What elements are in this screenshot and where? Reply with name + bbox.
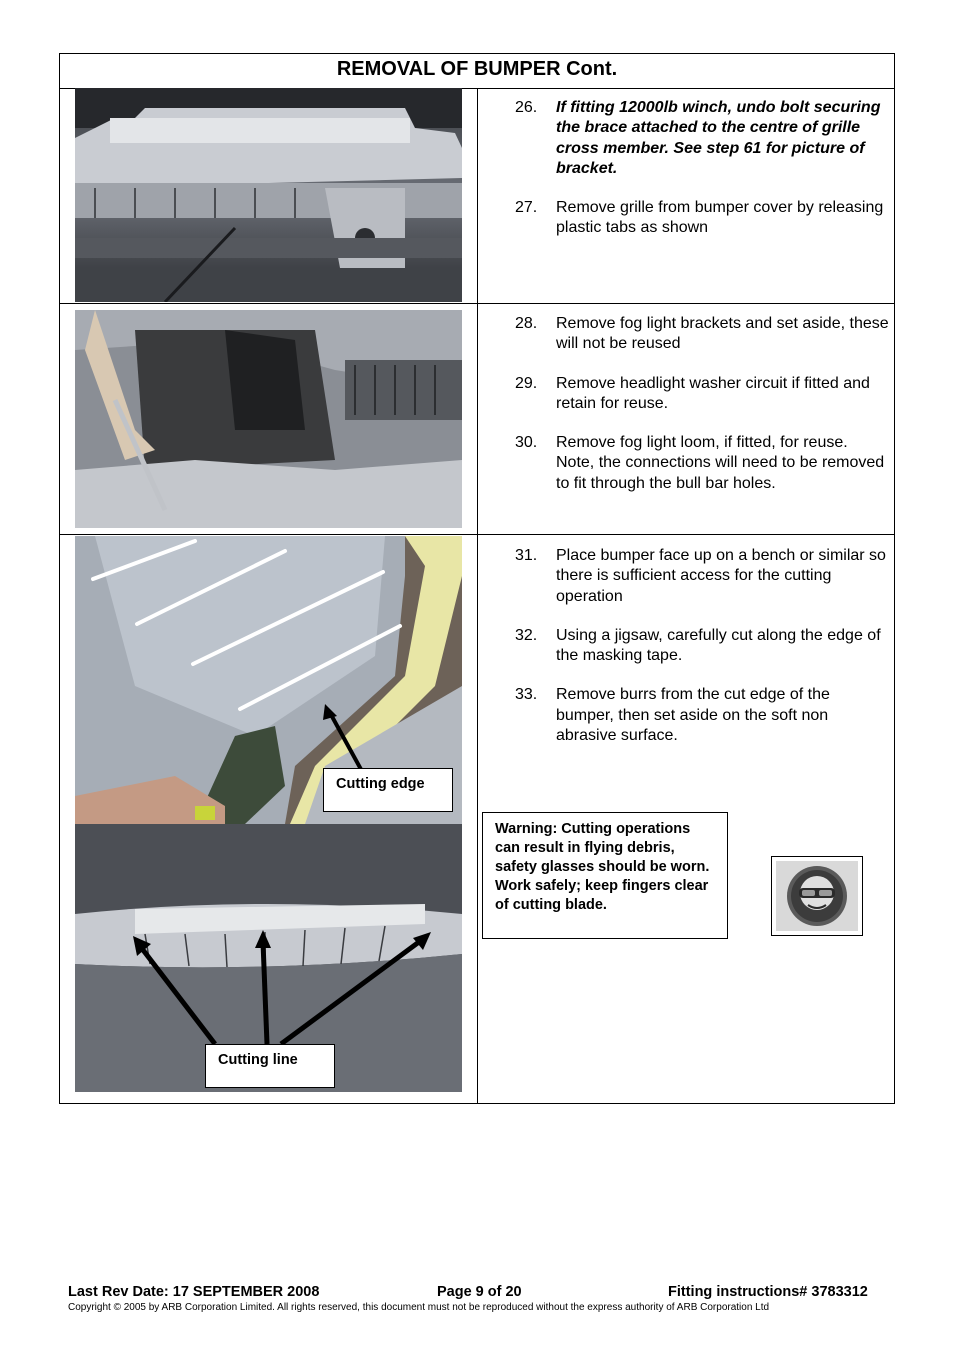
warning-box: Warning: Cutting operations can result in flying debris, safety glasses should be worn. Work safely; keep fingers clear of cutting blade. bbox=[482, 812, 728, 939]
step-26: 26. If fitting 12000lb winch, undo bolt securing the brace attached to the centre of grille cross member. See step 61 for picture of bracket. bbox=[515, 99, 881, 177]
step-31: 31. Place bumper face up on a bench or similar so there is sufficient access for the cutting operation bbox=[515, 547, 886, 605]
footer-copyright: Copyright © 2005 by ARB Corporation Limited. All rights reserved, this document must not be reproduced without the express authority of ARB Corporation Ltd bbox=[68, 1302, 770, 1313]
step-27: 27. Remove grille from bumper cover by releasing plastic tabs as shown bbox=[515, 199, 884, 237]
footer-instructions-number: Fitting instructions# 3783312 bbox=[668, 1284, 868, 1300]
step-29: 29. Remove headlight washer circuit if fitted and retain for reuse. bbox=[515, 374, 870, 412]
safety-glasses-icon bbox=[771, 856, 863, 936]
footer-page-number: Page 9 of 20 bbox=[437, 1284, 522, 1300]
grille-photo bbox=[75, 88, 462, 302]
cutting-line-label: Cutting line bbox=[205, 1044, 335, 1088]
step-30: 30. Remove fog light loom, if fitted, for reuse. Note, the connections will need to be removed to fit through the bull bar holes. bbox=[515, 434, 885, 492]
steps-group-2 bbox=[515, 314, 890, 513]
footer-rev-date: Last Rev Date: 17 SEPTEMBER 2008 bbox=[68, 1284, 320, 1300]
fog-light-photo bbox=[75, 310, 462, 528]
page-title: REMOVAL OF BUMPER Cont. bbox=[60, 54, 894, 89]
step-32: 32. Using a jigsaw, carefully cut along the edge of the masking tape. bbox=[515, 626, 881, 665]
steps-group-1 bbox=[515, 98, 890, 258]
step-28: 28. Remove fog light brackets and set aside, these will not be reused bbox=[515, 315, 889, 353]
column-divider bbox=[477, 88, 478, 1104]
cutting-edge-label: Cutting edge bbox=[323, 768, 453, 812]
steps-group-3 bbox=[515, 546, 890, 765]
step-33: 33. Remove burrs from the cut edge of the bumper, then set aside on the soft non abrasive surface. bbox=[515, 686, 830, 745]
